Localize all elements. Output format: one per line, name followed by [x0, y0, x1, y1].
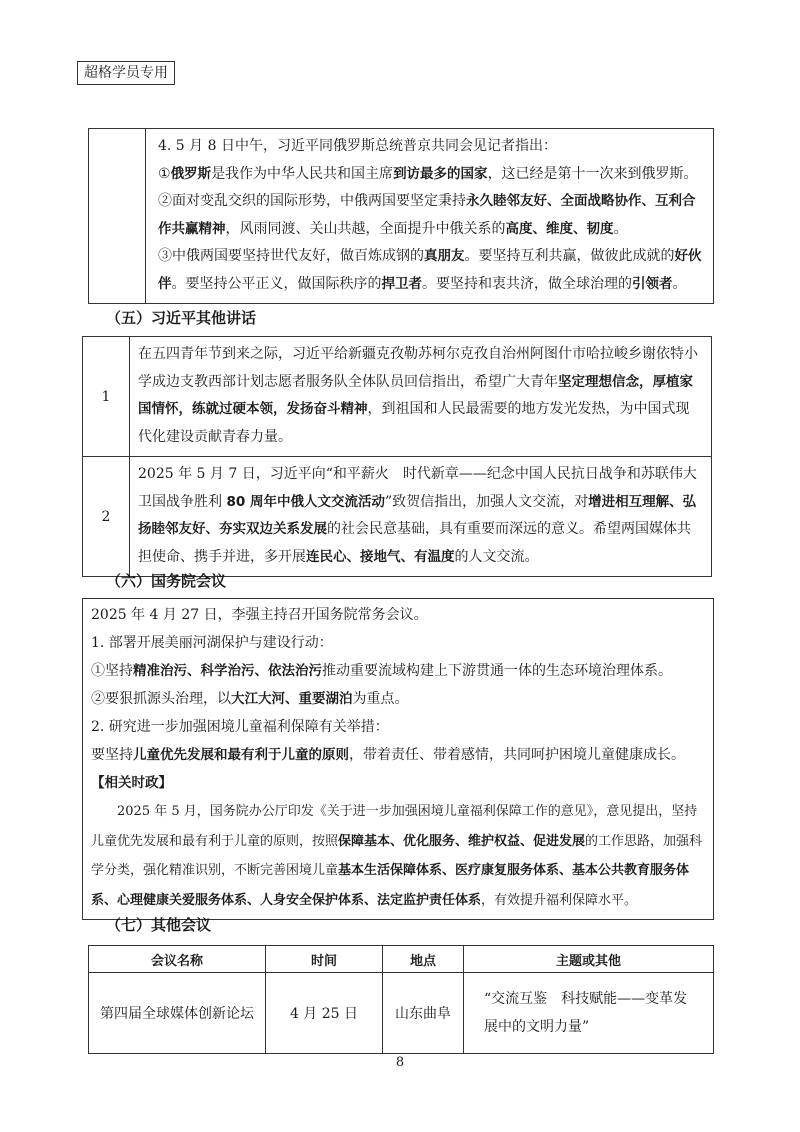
- row-content: 2025 年 5 月 7 日，习近平向“和平薪火 时代新章——纪念中国人民抗日战争和苏联伟大卫国战争胜利 80 周年中俄人文交流活动”致贺信指出，加强人文交流，对增进相互理解、弘扬睦邻友好、夯实双边关系发展的社会民意基础，具有重要而深远的意义。希望两国媒体共担使命、携手并进，多开展连民心、接地气、有温度的人文交流。: [130, 457, 712, 577]
- page-number: 8: [395, 1055, 405, 1070]
- council-line-4: ②要狠抓源头治理，以大江大河、重要湖泊为重点。: [91, 691, 409, 707]
- row-number: 1: [83, 337, 130, 457]
- council-line-5: 2. 研究进一步加强困境儿童福利保障有关举措：: [91, 719, 389, 735]
- header-place: 地点: [383, 946, 464, 973]
- header-time: 时间: [266, 946, 383, 973]
- meeting-time: 4 月 25 日: [266, 973, 383, 1054]
- other-meetings-table: [88, 945, 714, 1054]
- section5-title: （五）习近平其他讲话: [106, 309, 257, 327]
- putin-point-1: ①俄罗斯是我作为中华人民共和国主席到访最多的国家，这已经是第十一次来到俄罗斯。: [158, 165, 698, 182]
- table-row: [83, 337, 712, 457]
- exclusive-tag: 超格学员专用: [77, 61, 175, 85]
- council-line-2: 1. 部署开展美丽河湖保护与建设行动：: [91, 635, 333, 651]
- row-content: 在五四青年节到来之际，习近平给新疆克孜勒苏柯尔克孜自治州阿图什市哈拉峻乡谢依特小学成边支教西部计划志愿者服务队全体队员回信指出，希望广大青年坚定理想信念，厚植家国情怀，练就过硬本领，发扬奋斗精神，到祖国和人民最需要的地方发光发热，为中国式现代化建设贡献青春力量。: [130, 337, 712, 457]
- meeting-name: 第四届全球媒体创新论坛: [89, 973, 266, 1054]
- council-line-3: ①坚持精准治污、科学治污、依法治污推动重要流域构建上下游贯通一体的生态环境治理体系。: [91, 663, 672, 679]
- putin-meeting-table: [88, 128, 714, 304]
- related-label: 【相关时政】: [91, 775, 172, 791]
- section6-title: （六）国务院会议: [106, 572, 227, 590]
- table-row: [89, 973, 714, 1054]
- xi-speeches-table: [82, 336, 712, 577]
- meeting-topic: “交流互鉴 科技赋能——变革发展中的文明力量”: [464, 973, 714, 1054]
- section7-title: （七）其他会议: [106, 916, 212, 934]
- table-row: [83, 457, 712, 577]
- council-line-1: 2025 年 4 月 27 日，李强主持召开国务院常务会议。: [91, 607, 428, 623]
- putin-intro: 4. 5 月 8 日中午，习近平同俄罗斯总统普京共同会见记者指出：: [158, 138, 557, 154]
- row-number: 2: [83, 457, 130, 577]
- table-header-row: [89, 946, 714, 973]
- header-topic: 主题或其他: [464, 946, 714, 973]
- related-content: 2025 年 5 月，国务院办公厅印发《关于进一步加强困境儿童福利保障工作的意见》，意见提出，坚持儿童优先发展和最有利于儿童的原则，按照保障基本、优化服务、维护权益、促进发展的工作思路，加强科学分类，强化精准识别，不断完善困境儿童基本生活保障体系、医疗康复服务体系、基本公共教育服务体系、心理健康关爱服务体系、人身安全保护体系、法定监护责任体系，有效提升福利保障水平。: [91, 804, 703, 908]
- state-council-box: [82, 598, 714, 920]
- meeting-place: 山东曲阜: [383, 973, 464, 1054]
- putin-point-2: ②面对变乱交织的国际形势，中俄两国要坚定秉持永久睦邻友好、全面战略协作、互利合作共赢精神，风雨同渡、关山共越，全面提升中俄关系的高度、维度、韧度。: [158, 193, 696, 237]
- empty-number-cell: [89, 129, 146, 304]
- header-name: 会议名称: [89, 946, 266, 973]
- council-line-6: 要坚持儿童优先发展和最有利于儿童的原则，带着责任、带着感情，共同呵护困境儿童健康成长。: [91, 747, 685, 763]
- putin-meeting-content: [146, 129, 714, 304]
- putin-point-3: ③中俄两国要坚持世代友好，做百炼成钢的真朋友。要坚持互利共赢，做彼此成就的好伙伴。要坚持公平正义，做国际秩序的捍卫者。要坚持和衷共济，做全球治理的引领者。: [158, 248, 702, 292]
